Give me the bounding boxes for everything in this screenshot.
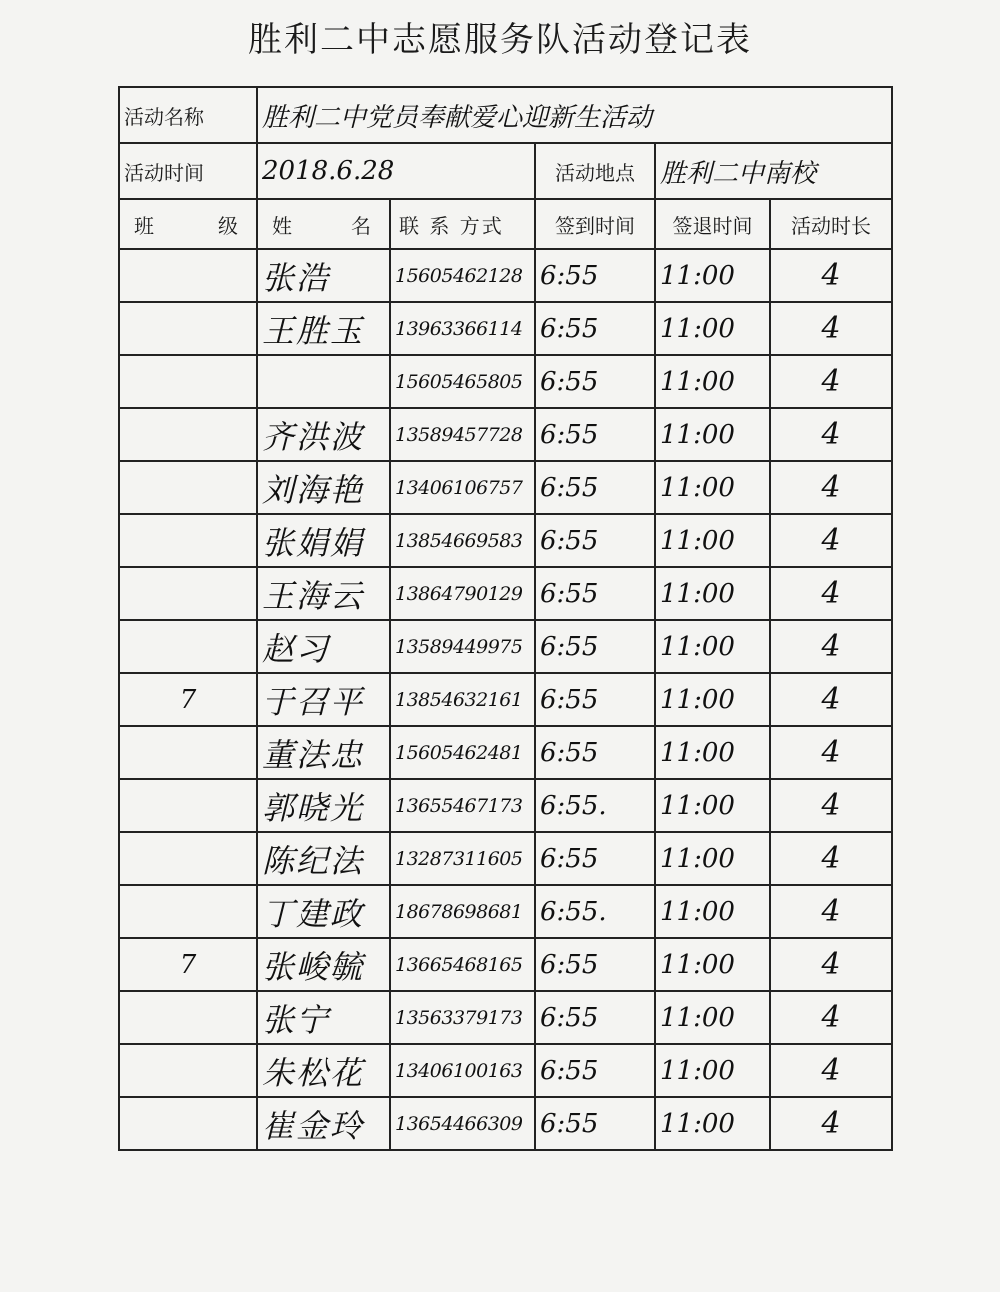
cell-phone: 13589449975 [390,620,535,673]
cell-sign-in: 6:55 [535,1097,655,1150]
cell-phone: 13854632161 [390,673,535,726]
table-row [119,779,892,832]
table-row [119,302,892,355]
cell-duration: 4 [770,567,892,620]
cell-sign-in: 6:55 [535,567,655,620]
cell-sign-in: 6:55 [535,726,655,779]
cell-name: 崔金玲 [257,1097,390,1150]
activity-name-row [119,87,892,143]
cell-sign-out: 11:00 [655,1097,770,1150]
cell-sign-in: 6:55 [535,302,655,355]
activity-time-row [119,143,892,199]
table-row [119,567,892,620]
header-duration: 活动时长 [770,199,892,249]
cell-sign-out: 11:00 [655,938,770,991]
cell-sign-in: 6:55 [535,832,655,885]
column-header-row [119,199,892,249]
cell-class [119,885,257,938]
page-title: 胜利二中志愿服务队活动登记表 [248,20,752,60]
cell-duration: 4 [770,991,892,1044]
cell-phone: 13406106757 [390,461,535,514]
cell-name: 王海云 [257,567,390,620]
cell-class [119,302,257,355]
activity-location-label: 活动地点 [535,143,655,199]
header-class [119,199,257,249]
cell-duration: 4 [770,461,892,514]
cell-phone: 13864790129 [390,567,535,620]
activity-name-value: 胜利二中党员奉献爱心迎新生活动 [257,87,892,143]
cell-duration: 4 [770,514,892,567]
header-name [257,199,390,249]
cell-sign-out: 11:00 [655,408,770,461]
cell-name: 刘海艳 [257,461,390,514]
cell-name: 齐洪波 [257,408,390,461]
table-row [119,249,892,302]
cell-class [119,249,257,302]
header-class-char-1: 班 [134,213,154,238]
cell-class [119,832,257,885]
cell-sign-out: 11:00 [655,461,770,514]
cell-name: 张宁 [257,991,390,1044]
cell-class [119,1097,257,1150]
cell-sign-in: 6:55 [535,461,655,514]
cell-name: 陈纪法 [257,832,390,885]
cell-duration: 4 [770,355,892,408]
cell-class [119,461,257,514]
cell-sign-out: 11:00 [655,249,770,302]
table-row [119,673,892,726]
cell-duration: 4 [770,779,892,832]
table-row [119,408,892,461]
cell-sign-in: 6:55 [535,355,655,408]
cell-sign-out: 11:00 [655,991,770,1044]
cell-sign-in: 6:55 [535,673,655,726]
header-name-char-2: 名 [351,213,371,238]
table-row [119,514,892,567]
cell-sign-out: 11:00 [655,832,770,885]
cell-sign-in: 6:55. [535,779,655,832]
cell-sign-out: 11:00 [655,1044,770,1097]
cell-duration: 4 [770,673,892,726]
table-row [119,620,892,673]
cell-sign-in: 6:55 [535,938,655,991]
cell-class [119,567,257,620]
cell-sign-out: 11:00 [655,885,770,938]
cell-duration: 4 [770,885,892,938]
header-sign-out: 签退时间 [655,199,770,249]
cell-sign-in: 6:55 [535,1044,655,1097]
cell-phone: 13665468165 [390,938,535,991]
header-name-char-1: 姓 [272,213,292,238]
cell-name: 王胜玉 [257,302,390,355]
registration-table [118,86,893,1151]
cell-name [257,355,390,408]
cell-sign-out: 11:00 [655,302,770,355]
cell-phone: 13963366114 [390,302,535,355]
cell-sign-out: 11:00 [655,673,770,726]
cell-class [119,355,257,408]
cell-class [119,779,257,832]
cell-class: 7 [119,938,257,991]
cell-sign-out: 11:00 [655,620,770,673]
table-row [119,885,892,938]
cell-class [119,514,257,567]
cell-sign-in: 6:55 [535,991,655,1044]
cell-name: 朱松花 [257,1044,390,1097]
cell-phone: 15605462128 [390,249,535,302]
cell-duration: 4 [770,249,892,302]
cell-phone: 15605465805 [390,355,535,408]
table-row [119,938,892,991]
cell-phone: 18678698681 [390,885,535,938]
cell-sign-out: 11:00 [655,779,770,832]
cell-sign-in: 6:55. [535,885,655,938]
cell-name: 张浩 [257,249,390,302]
cell-sign-in: 6:55 [535,249,655,302]
activity-time-label: 活动时间 [119,143,257,199]
table-row [119,1044,892,1097]
cell-sign-out: 11:00 [655,355,770,408]
cell-name: 赵习 [257,620,390,673]
header-sign-in: 签到时间 [535,199,655,249]
activity-time-value: 2018.6.28 [257,143,535,199]
table-row [119,1097,892,1150]
cell-name: 张娟娟 [257,514,390,567]
cell-sign-in: 6:55 [535,408,655,461]
cell-phone: 13654466309 [390,1097,535,1150]
table-row [119,832,892,885]
cell-name: 丁建政 [257,885,390,938]
cell-sign-out: 11:00 [655,726,770,779]
cell-duration: 4 [770,938,892,991]
cell-duration: 4 [770,408,892,461]
header-contact: 联 系 方式 [390,199,535,249]
cell-sign-in: 6:55 [535,514,655,567]
cell-sign-out: 11:00 [655,514,770,567]
cell-duration: 4 [770,726,892,779]
cell-phone: 13563379173 [390,991,535,1044]
cell-name: 郭晓光 [257,779,390,832]
cell-class: 7 [119,673,257,726]
cell-sign-out: 11:00 [655,567,770,620]
cell-duration: 4 [770,620,892,673]
cell-duration: 4 [770,302,892,355]
table-row [119,461,892,514]
cell-duration: 4 [770,1044,892,1097]
cell-phone: 15605462481 [390,726,535,779]
cell-class [119,408,257,461]
activity-name-label: 活动名称 [119,87,257,143]
cell-class [119,991,257,1044]
cell-phone: 13287311605 [390,832,535,885]
cell-name: 张峻毓 [257,938,390,991]
cell-class [119,1044,257,1097]
cell-class [119,726,257,779]
cell-name: 于召平 [257,673,390,726]
table-row [119,991,892,1044]
cell-duration: 4 [770,1097,892,1150]
cell-phone: 13655467173 [390,779,535,832]
cell-class [119,620,257,673]
cell-phone: 13406100163 [390,1044,535,1097]
cell-sign-in: 6:55 [535,620,655,673]
cell-name: 董法忠 [257,726,390,779]
cell-phone: 13854669583 [390,514,535,567]
table-row [119,355,892,408]
header-class-char-2: 级 [218,213,238,238]
cell-phone: 13589457728 [390,408,535,461]
volunteer-rows [119,249,892,1150]
table-row [119,726,892,779]
activity-location-value: 胜利二中南校 [655,143,892,199]
cell-duration: 4 [770,832,892,885]
